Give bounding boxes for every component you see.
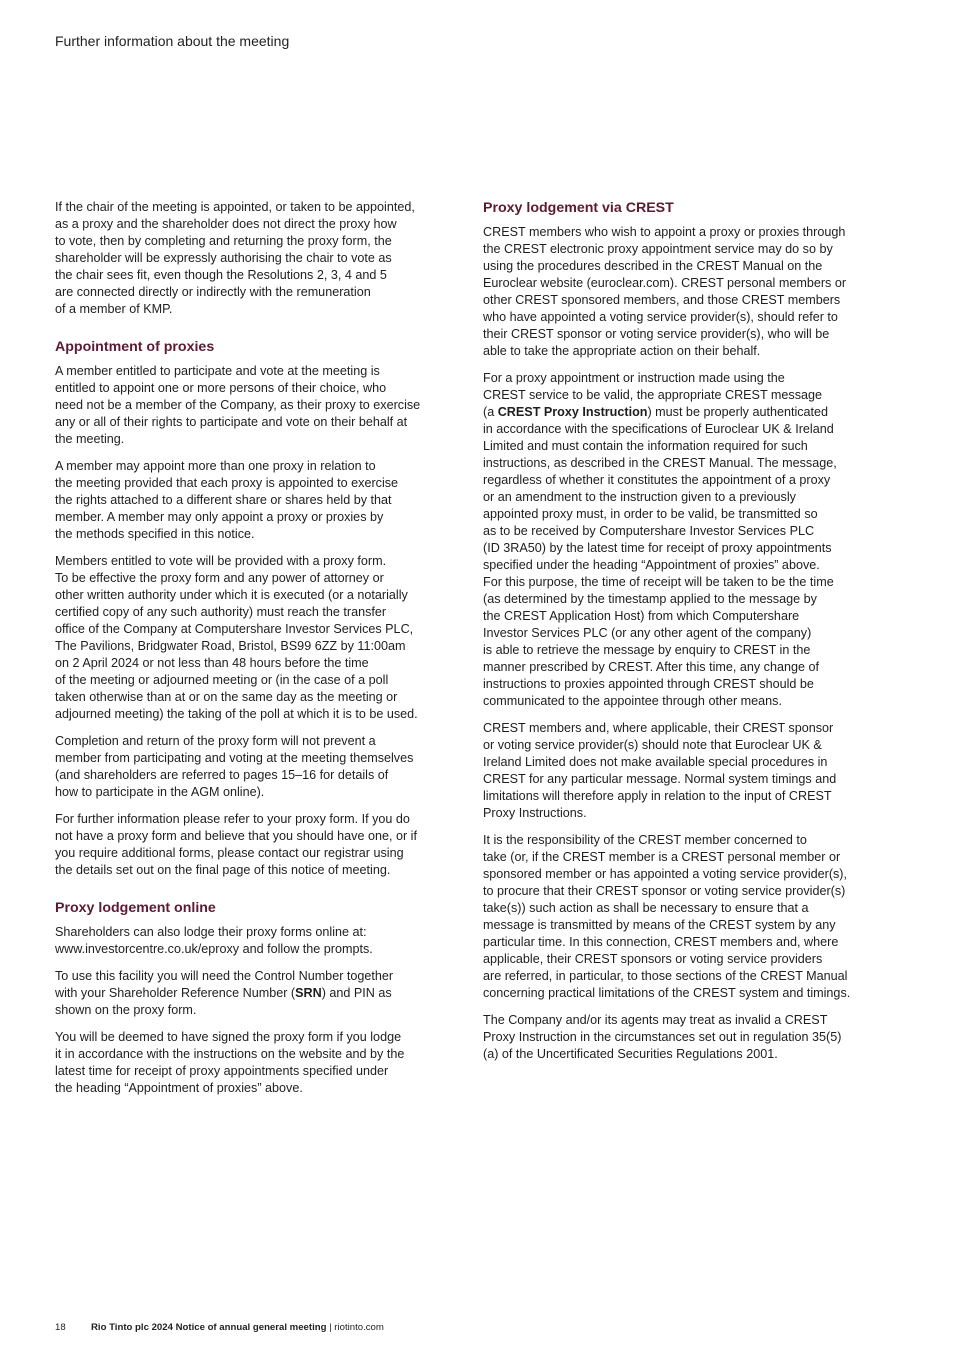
page-footer xyxy=(55,1322,384,1333)
text-run: For a proxy appointment or instruction made using the CREST service to be valid, the appropriate CREST message (a xyxy=(483,371,823,419)
paragraph-crest-instruction xyxy=(483,370,888,710)
paragraph: A member may appoint more than one proxy in relation to the meeting provided that each proxy is appointed to exercise the rights attached to a different share or shares held by that member. A member may only appoint a proxy or proxies by the methods specified in this notice. xyxy=(55,459,399,541)
paragraph: Completion and return of the proxy form will not prevent a member from participating and voting at the meeting themselves (and shareholders are referred to pages 15–16 for details of how to participate in the AGM online). xyxy=(55,734,414,799)
paragraph: CREST members who wish to appoint a proxy or proxies through the CREST electronic proxy appointment service may do so by using the procedures described in the CREST Manual on the Euroclear website (euroclear.com). CREST personal members or other CREST sponsored members, and those CREST members who have appointed a voting service provider(s), should refer to their CREST sponsor or voting service provider(s), who will be able to take the appropriate action on their behalf. xyxy=(483,225,847,358)
bold-term-crest-proxy-instruction: CREST Proxy Instruction xyxy=(497,405,648,419)
heading-appointment-of-proxies: Appointment of proxies xyxy=(55,339,215,355)
heading-proxy-lodgement-online: Proxy lodgement online xyxy=(55,900,216,916)
website-link[interactable]: riotinto.com xyxy=(334,1322,384,1333)
paragraph: For further information please refer to your proxy form. If you do not have a proxy form and believe that you should have one, or if you require additional forms, please contact our registrar using the details set out on the final page of this notice of meeting. xyxy=(55,812,417,877)
paragraph: It is the responsibility of the CREST member concerned to take (or, if the CREST member is a CREST personal member or sponsored member or has appointed a voting service provider(s), to procure that their CREST sponsor or voting service provider(s) take(s)) such action as shall be necessary to ensure that a message is transmitted by means of the CREST system by any particular time. In this connection, CREST members and, where applicable, their CREST sponsors or voting service providers are referred, in particular, to those sections of the CREST Manual concerning practical limitations of the CREST system and timings. xyxy=(483,833,851,1000)
paragraph: You will be deemed to have signed the proxy form if you lodge it in accordance with the instructions on the website and by the latest time for receipt of proxy appointments specified under the heading “Appointment of proxies” above. xyxy=(55,1030,405,1095)
paragraph: Members entitled to vote will be provided with a proxy form. To be effective the proxy form and any power of attorney or other written authority under which it is executed (or a notarially certified copy of any such authority) must reach the transfer office of the Company at Computershare Investor Services PLC, The Pavilions, Bridgwater Road, Bristol, BS99 6ZZ by 11:00am on 2 April 2024 or not less than 48 hours before the time of the meeting or adjourned meeting or (in the case of a poll taken otherwise than at or on the same day as the meeting or adjourned meeting) the taking of the poll at which it is to be used. xyxy=(55,554,418,721)
paragraph: Shareholders can also lodge their proxy forms online at: www.investorcentre.co.uk/eproxy and follow the prompts. xyxy=(55,925,373,956)
section-title: Further information about the meeting xyxy=(55,33,290,49)
document-title: Rio Tinto plc 2024 Notice of annual general meeting xyxy=(91,1322,327,1333)
bold-term-srn: SRN xyxy=(295,986,322,1000)
paragraph: CREST members and, where applicable, their CREST sponsor or voting service provider(s) should note that Euroclear UK & Ireland Limited does not make available special procedures in CREST for any particular message. Normal system timings and limitations will therefore apply in relation to the input of CREST Proxy Instructions. xyxy=(483,721,837,820)
right-column xyxy=(483,199,888,1073)
text-run: ) and PIN as shown on the proxy form. xyxy=(55,986,392,1017)
paragraph: The Company and/or its agents may treat as invalid a CREST Proxy Instruction in the circumstances set out in regulation 35(5) (a) of the Uncertificated Securities Regulations 2001. xyxy=(483,1013,842,1061)
text-run: To use this facility you will need the Control Number together with your Shareholder Reference Number ( xyxy=(55,969,394,1000)
left-column xyxy=(55,199,463,1107)
text-run: ) must be properly authenticated in accordance with the specifications of Euroclear UK & Ireland Limited and must contain the information required for such instructions, as described in the CREST Manual. The message, regardless of whether it constitutes the appointment of a proxy or an amendment to the instruction given to a previously appointed proxy must, in order to be valid, be transmitted so as to be received by Computershare Investor Services PLC (ID 3RA50) by the latest time for receipt of proxy appointments specified under the heading “Appointment of proxies” above. For this purpose, the time of receipt will be taken to be the time (as determined by the timestamp applied to the message by the CREST Application Host) from which Computershare Investor Services PLC (or any other agent of the company) is able to retrieve the message by enquiry to CREST in the manner prescribed by CREST. After this time, any change of instructions to proxies appointed through CREST should be communicated to the appointee through other means. xyxy=(483,405,837,708)
page-number: 18 xyxy=(55,1322,66,1333)
intro-paragraph: If the chair of the meeting is appointed, or taken to be appointed, as a proxy and the shareholder does not direct the proxy how to vote, then by completing and returning the proxy form, the shareholder will be expressly authorising the chair to vote as the chair sees fit, even though the Resolutions 2, 3, 4 and 5 are connected directly or indirectly with the remuneration of a member of KMP. xyxy=(55,200,415,316)
heading-proxy-lodgement-via-crest: Proxy lodgement via CREST xyxy=(483,200,674,216)
paragraph: A member entitled to participate and vote at the meeting is entitled to appoint one or more persons of their choice, who need not be a member of the Company, as their proxy to exercise any or all of their rights to participate and vote on their behalf at the meeting. xyxy=(55,364,421,446)
paragraph-srn xyxy=(55,968,463,1019)
footer-separator: | xyxy=(326,1322,335,1333)
